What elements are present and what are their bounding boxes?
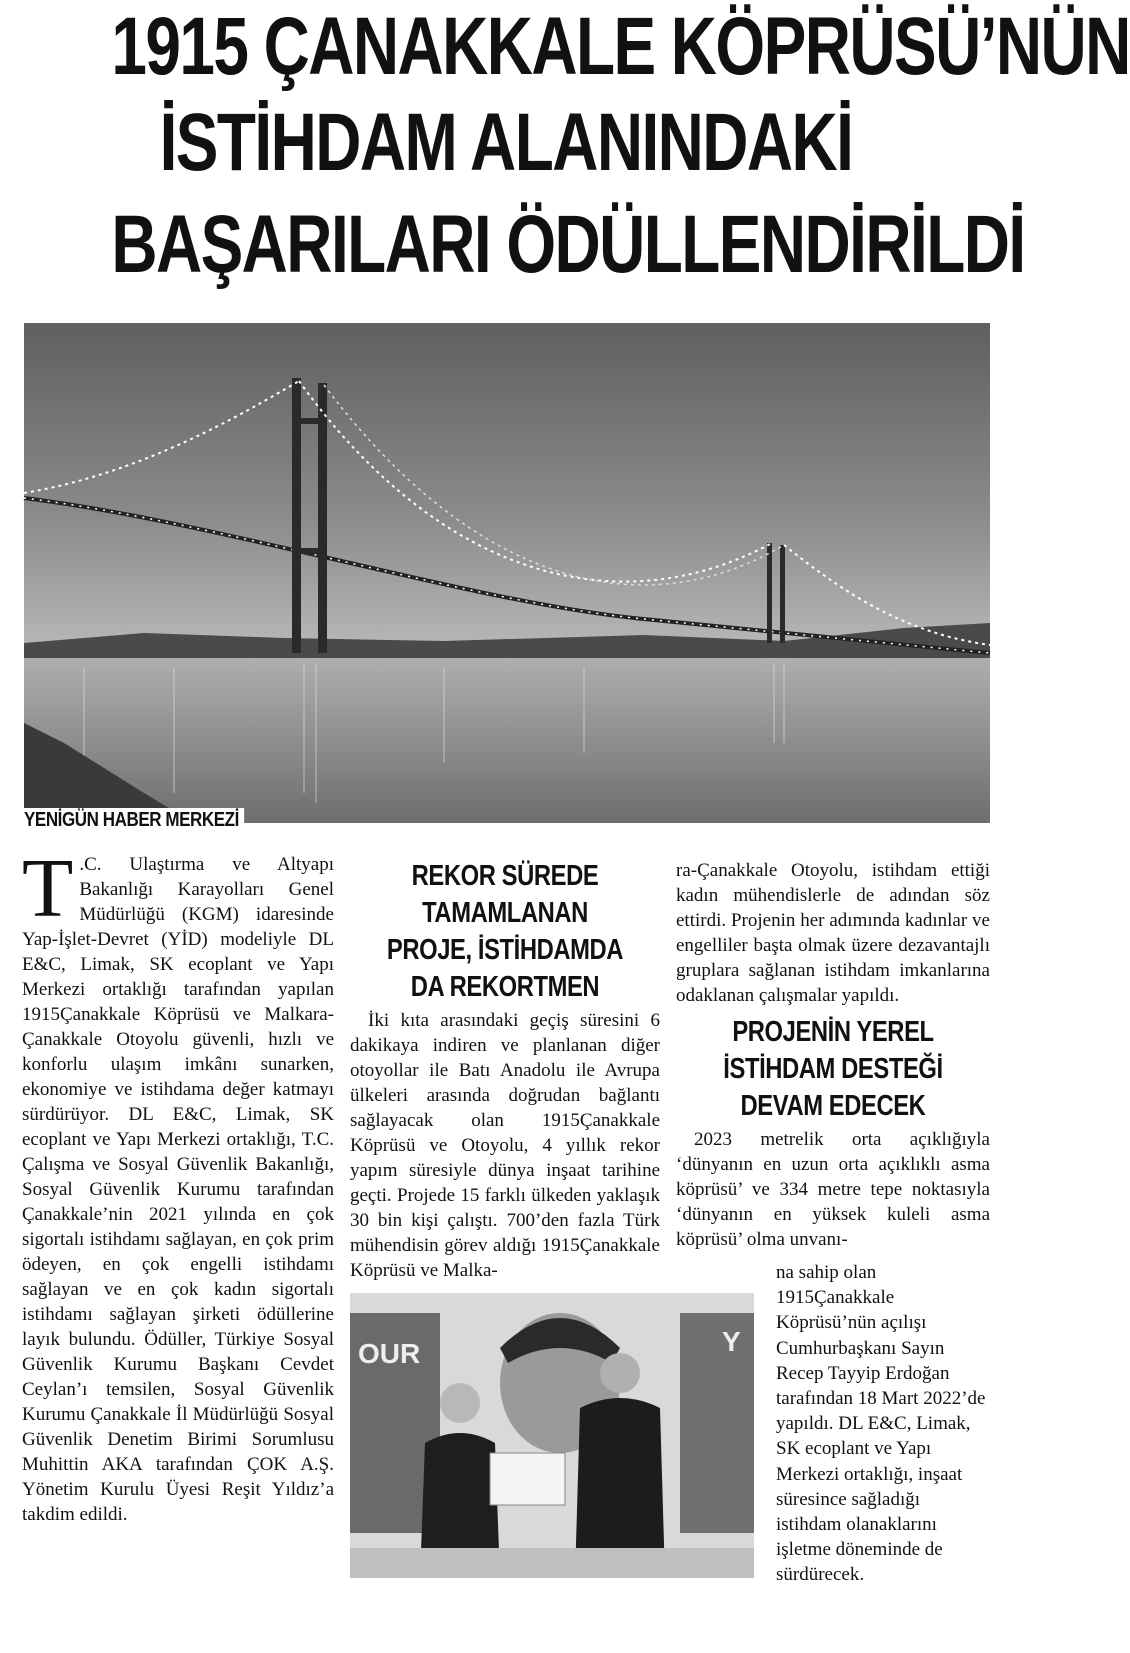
subhead-rekor: REKOR SÜREDE TAMAMLANAN PROJE, İSTİHDAMDA DA REKORTMEN bbox=[386, 860, 624, 1003]
column-3-text-3: na sahip olan 1915Çanakkale Köprüsü’nün açılışı Cumhurbaşkanı Sayın Recep Tayyip Erdoğan tarafından 18 Mart 2022’de yapıldı. DL E&C, Limak, SK ecoplant ve Yapı Merkezi ortaklığı, inşaat süresince sağladığı istihdam olanaklarını işletme döneminde de sürdürecek. bbox=[776, 1262, 986, 1586]
wall-text-left: OUR bbox=[358, 1338, 421, 1369]
bridge-illustration bbox=[24, 323, 990, 823]
column-2-text: İki kıta arasındaki geçiş süresini 6 dakikaya indiren ve planlanan diğer otoyollar ile Batı Anadolu ile Avrupa ülkeleri arasında doğrudan bağlantı sağlayacak olan 1915Çanakkale Köprüsü ve Otoyolu, 4 yıllık rekor yapım süresiyle dünya inşaat tarihine geçti. Projede 15 farklı ülkeden yaklaşık 30 bin kişi çalıştı. 700’den fazla Türk mühendisin görev aldığı 1915Çanakkale Köprüsü ve Malka- bbox=[350, 1010, 660, 1281]
headline-line-1: 1915 ÇANAKKALE KÖPRÜSÜ’NÜN bbox=[111, 1, 1130, 92]
headline-line-3: BAŞARILARI ÖDÜLLENDİRİLDİ bbox=[111, 199, 1025, 290]
column-3-text: ra-Çanakkale Otoyolu, istihdam ettiği kadın mühendislerle de adından söz ettirdi. Projenin her adımında kadınlar ve engelliler başta olmak üzere dezavantajlı gruplara sağlanan istihdam imkanlarına odaklanan çalışmalar yapıldı. bbox=[676, 860, 990, 1006]
photo-credit: YENİGÜN HABER MERKEZİ bbox=[24, 808, 244, 832]
article-column-3-lower bbox=[776, 1260, 990, 1588]
award-photo bbox=[350, 1293, 754, 1578]
column-3-text-2: 2023 metrelik orta açıklığıyla ‘dünyanın en uzun orta açıklıklı asma köprüsü’ ve 334 metre tepe noktasıyla ‘dünyanın en yüksek kuleli asma köprüsü’ olma unvanı- bbox=[676, 1129, 990, 1250]
article-column-3 bbox=[676, 858, 990, 1252]
bridge-photo bbox=[24, 323, 990, 823]
award-illustration bbox=[350, 1293, 754, 1578]
wall-text-right: Y bbox=[722, 1326, 741, 1357]
headline-line-2: İSTİHDAM ALANINDAKİ bbox=[159, 97, 853, 188]
drop-cap: T bbox=[22, 842, 74, 935]
article-column-2 bbox=[350, 858, 660, 1283]
column-1-text: .C. Ulaştırma ve Altyapı Bakanlığı Karayolları Genel Müdürlüğü (KGM) idaresinde Yap-İşlet-Devret (YİD) modeliyle DL E&C, Limak, SK ecoplant ve Yapı Merkezi ortaklığı tarafından yapılan 1915Çanakkale Köprüsü ve Malkara-Çanakkale Otoyolu güvenli, hızlı ve konforlu ulaşım imkânı sunarken, ekonomiye ve istihdama değer katmayı sürdürüyor. DL E&C, Limak, SK ecoplant ve Yapı Merkezi ortaklığı, T.C. Çalışma ve Sosyal Güvenlik Bakanlığı, Sosyal Güvenlik Kurumu tarafından Çanakkale’nin 2021 yılında en çok sigortalı istihdamı sağlayan, en çok prim ödeyen, en çok engelli istihdamı sağlayan ve en çok kadın sigortalı istihdamı sağlayan şirketi ödüllerine layık bulundu. Ödüller, Türkiye Sosyal Güvenlik Kurumu Başkanı Cevdet Ceylan’ı temsilen, Sosyal Güvenlik Kurumu Çanakkale İl Müdürlüğü Sosyal Güvenlik Denetim Birimi Sorumlusu Muhittin AKA tarafından ÇOK A.Ş. Yönetim Kurulu Üyesi Reşit Yıldız’a takdim edildi. bbox=[22, 854, 334, 1525]
subhead-yerel: PROJENİN YEREL İSTİHDAM DESTEĞİ DEVAM EDECEK bbox=[723, 1016, 943, 1122]
article-column-1 bbox=[22, 842, 334, 1527]
column-1-paragraph bbox=[22, 842, 334, 1527]
